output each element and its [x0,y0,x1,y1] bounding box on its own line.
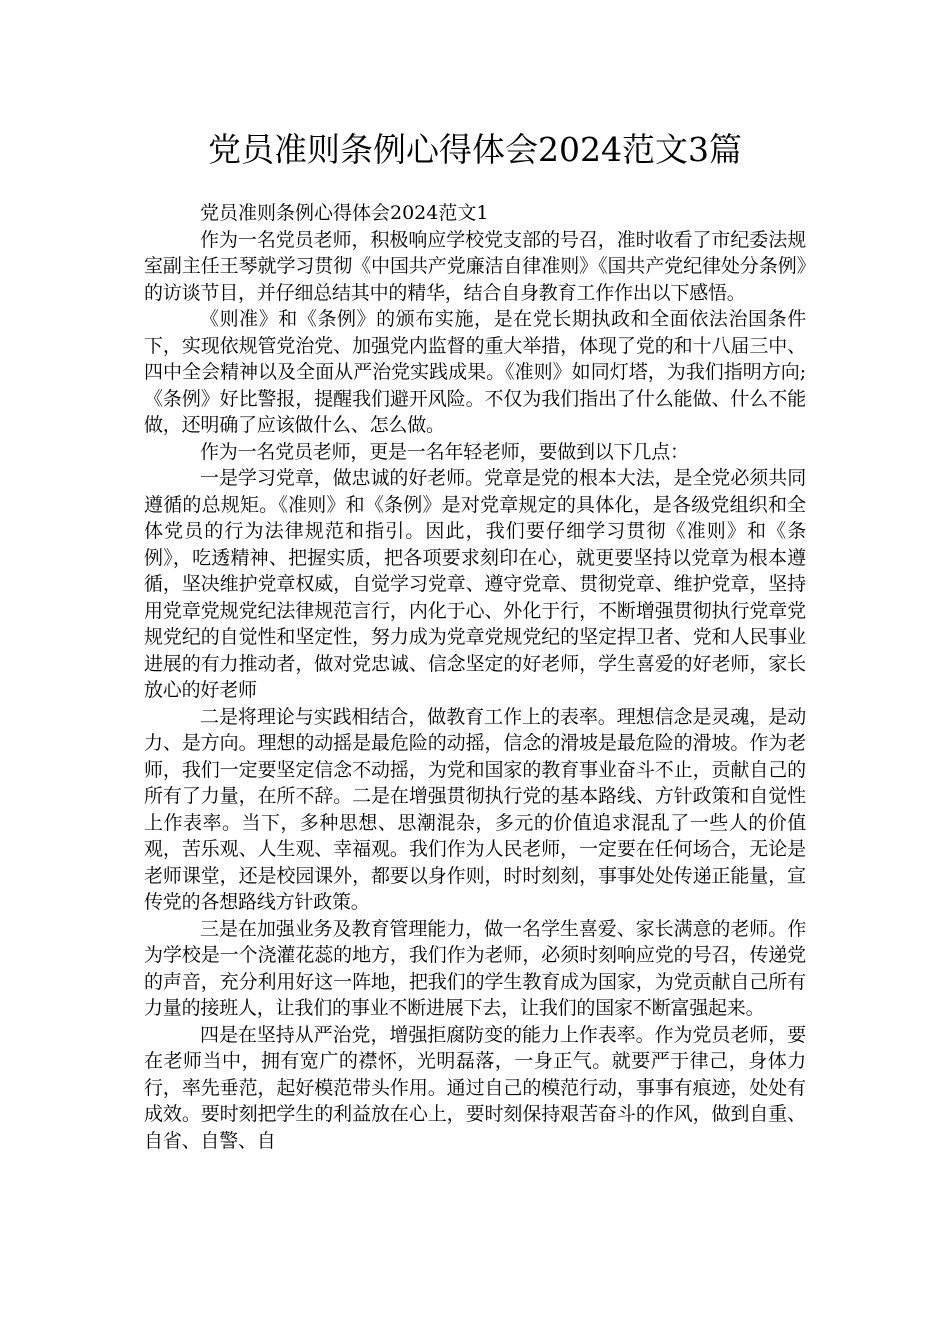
paragraph-point-two: 二是将理论与实践相结合，做教育工作上的表率。理想信念是灵魂，是动力、是方向。理想的动摇是最危险的动摇，信念的滑坡是最危险的滑坡。作为老师，我们一定要坚定信念不动摇，为党和国家的教育事业奋斗不止，贡献自己的所有了力量，在所不辞。二是在增强贯彻执行党的基本路线、方针政策和自觉性上作表率。当下，多种思想、思潮混杂，多元的价值追求混乱了一些人的价值观，苦乐观、人生观、幸福观。我们作为人民老师，一定要在任何场合，无论是老师课堂，还是校园课外，都要以身作则，时时刻刻，事事处处传递正能量，宣传党的各想路线方针政策。 [144,705,806,913]
article-subtitle: 党员准则条例心得体会2024范文1 [200,202,489,224]
document-title: 党员准则条例心得体会2024范文3篇 [208,130,742,169]
paragraph-point-three: 三是在加强业务及教育管理能力，做一名学生喜爱、家长满意的老师。作为学校是一个浇灌花蕊的地方，我们作为老师，必须时刻响应党的号召，传递党的声音，充分利用好这一阵地，把我们的学生教育成为国家，为党贡献自己所有力量的接班人，让我们的事业不断进展下去，让我们的国家不断富强起来。 [144,917,806,1019]
paragraph-lead-in: 作为一名党员老师，更是一名年轻老师，要做到以下几点： [200,440,689,463]
paragraph-point-four: 四是在坚持从严治党，增强拒腐防变的能力上作表率。作为党员老师，要在老师当中，拥有宽广的襟怀，光明磊落，一身正气。就要严于律己，身体力行，率先垂范，起好模范带头作用。通过自己的模范行动，事事有痕迹，处处有成效。要时刻把学生的利益放在心上，要时刻保持艰苦奋斗的作风，做到自重、自省、自警、自 [144,1023,806,1152]
paragraph-significance: 《则准》和《条例》的颁布实施，是在党长期执政和全面依法治国条件下，实现依规管党治党、加强党内监督的重大举措，体现了党的和十八届三中、四中全会精神以及全面从严治党实践成果。《准则》如同灯塔，为我们指明方向;《条例》好比警报，提醒我们避开风险。不仅为我们指出了什么能做、什么不能做，还明确了应该做什么、怎么做。 [144,308,806,436]
paragraph-intro: 作为一名党员老师，积极响应学校党支部的号召，准时收看了市纪委法规室副主任王琴就学习贯彻《中国共产党廉洁自律准则》《国共产党纪律处分条例》的访谈节目，并仔细总结其中的精华，结合自身教育工作作出以下感悟。 [144,228,806,304]
paragraph-point-one: 一是学习党章，做忠诚的好老师。党章是党的根本大法，是全党必须共同遵循的总规矩。《准则》和《条例》是对党章规定的具体化，是各级党组织和全体党员的行为法律规范和指引。因此，我们要仔细学习贯彻《准则》和《条例》，吃透精神、把握实质，把各项要求刻印在心，就更要坚持以党章为根本遵循，坚决维护党章权威，自觉学习党章、遵守党章、贯彻党章、维护党章，坚持用党章党规党纪法律规范言行，内化于心、外化于行，不断增强贯彻执行党章党规党纪的自觉性和坚定性，努力成为党章党规党纪的坚定捍卫者、党和人民事业进展的有力推动者，做对党忠诚、信念坚定的好老师，学生喜爱的好老师，家长放心的好老师 [144,467,806,701]
document-page [144,0,806,1344]
